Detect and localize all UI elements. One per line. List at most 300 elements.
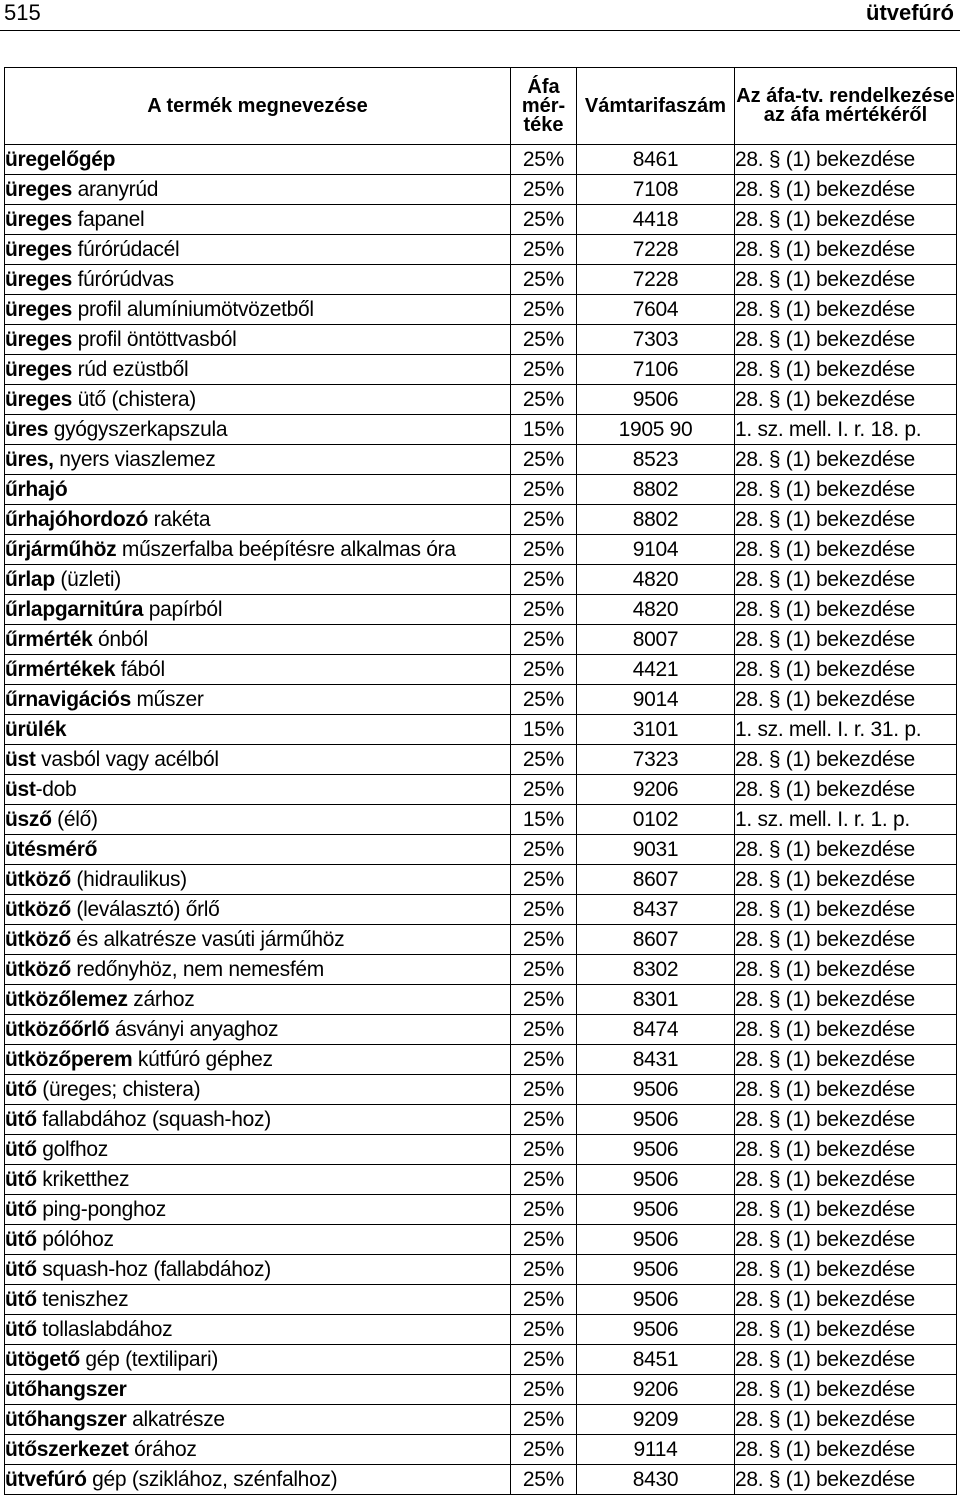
product-name-cell bbox=[5, 1015, 511, 1045]
legal-reference-cell: 28. § (1) bekezdése bbox=[735, 955, 957, 985]
product-keyword: ütköző bbox=[5, 958, 71, 981]
product-keyword: ütőszerkezet bbox=[5, 1438, 129, 1461]
table-row bbox=[5, 775, 957, 805]
vat-rate-cell: 25% bbox=[511, 1135, 577, 1165]
product-name-cell bbox=[5, 625, 511, 655]
table-row bbox=[5, 1345, 957, 1375]
legal-reference-cell: 28. § (1) bekezdése bbox=[735, 1465, 957, 1495]
vat-rate-cell: 25% bbox=[511, 1165, 577, 1195]
legal-reference-cell: 28. § (1) bekezdése bbox=[735, 985, 957, 1015]
product-description: gép (textilipari) bbox=[79, 1348, 219, 1371]
legal-reference-cell: 28. § (1) bekezdése bbox=[735, 895, 957, 925]
legal-reference-cell: 28. § (1) bekezdése bbox=[735, 1255, 957, 1285]
tariff-code-cell: 7604 bbox=[577, 295, 735, 325]
vat-rate-cell: 25% bbox=[511, 895, 577, 925]
legal-reference-cell: 1. sz. mell. I. r. 1. p. bbox=[735, 805, 957, 835]
vat-rate-cell: 25% bbox=[511, 505, 577, 535]
table-row bbox=[5, 175, 957, 205]
table-row bbox=[5, 415, 957, 445]
tariff-code-cell: 9031 bbox=[577, 835, 735, 865]
vat-rate-cell: 25% bbox=[511, 1285, 577, 1315]
product-name-cell bbox=[5, 1105, 511, 1135]
product-description: (üzleti) bbox=[54, 568, 121, 591]
legal-reference-cell: 28. § (1) bekezdése bbox=[735, 175, 957, 205]
legal-reference-cell: 28. § (1) bekezdése bbox=[735, 565, 957, 595]
vat-rate-cell: 25% bbox=[511, 1405, 577, 1435]
legal-reference-cell: 28. § (1) bekezdése bbox=[735, 1345, 957, 1375]
vat-rate-cell: 25% bbox=[511, 1345, 577, 1375]
vat-rate-cell: 25% bbox=[511, 1465, 577, 1495]
vat-rate-cell: 25% bbox=[511, 835, 577, 865]
product-description: nyers viaszlemez bbox=[53, 448, 216, 471]
tariff-code-cell: 7106 bbox=[577, 355, 735, 385]
vat-rate-cell: 25% bbox=[511, 1015, 577, 1045]
table-row bbox=[5, 1465, 957, 1495]
tariff-code-cell: 9209 bbox=[577, 1405, 735, 1435]
product-description: (élő) bbox=[51, 808, 98, 831]
table-row bbox=[5, 505, 957, 535]
product-description: gyógyszerkapszula bbox=[48, 418, 228, 441]
tariff-code-cell: 8007 bbox=[577, 625, 735, 655]
vat-rate-cell: 25% bbox=[511, 235, 577, 265]
legal-reference-cell: 28. § (1) bekezdése bbox=[735, 1225, 957, 1255]
vat-rate-cell: 25% bbox=[511, 745, 577, 775]
tariff-code-cell: 9506 bbox=[577, 1075, 735, 1105]
tariff-code-cell: 9104 bbox=[577, 535, 735, 565]
product-keyword: űrhajó bbox=[5, 478, 68, 501]
table-row bbox=[5, 535, 957, 565]
product-keyword: üreges bbox=[5, 358, 73, 381]
table-row bbox=[5, 1195, 957, 1225]
product-name-cell bbox=[5, 835, 511, 865]
product-name-cell bbox=[5, 205, 511, 235]
vat-rate-cell: 25% bbox=[511, 1105, 577, 1135]
tariff-code-cell: 9506 bbox=[577, 1135, 735, 1165]
product-description: ónból bbox=[92, 628, 148, 651]
legal-reference-cell: 28. § (1) bekezdése bbox=[735, 925, 957, 955]
legal-reference-cell: 28. § (1) bekezdése bbox=[735, 235, 957, 265]
tariff-code-cell: 8430 bbox=[577, 1465, 735, 1495]
product-keyword: üreges bbox=[5, 268, 73, 291]
tariff-code-cell: 4418 bbox=[577, 205, 735, 235]
table-row bbox=[5, 1405, 957, 1435]
product-keyword: ütő bbox=[5, 1108, 37, 1131]
column-header-product-name: A termék megnevezése bbox=[5, 68, 511, 145]
product-description: redőnyhöz, nem nemesfém bbox=[70, 958, 324, 981]
table-row bbox=[5, 985, 957, 1015]
tariff-code-cell: 8523 bbox=[577, 445, 735, 475]
vat-rate-cell: 25% bbox=[511, 175, 577, 205]
table-row bbox=[5, 565, 957, 595]
tariff-code-cell: 9506 bbox=[577, 1195, 735, 1225]
vat-rate-cell: 25% bbox=[511, 1195, 577, 1225]
product-name-cell bbox=[5, 745, 511, 775]
vat-rate-cell: 15% bbox=[511, 715, 577, 745]
product-keyword: űrmértékek bbox=[5, 658, 116, 681]
product-description: (üreges; chistera) bbox=[36, 1078, 201, 1101]
tariff-code-cell: 9506 bbox=[577, 385, 735, 415]
tariff-code-cell: 8437 bbox=[577, 895, 735, 925]
product-keyword: ütköző bbox=[5, 898, 71, 921]
product-name-cell bbox=[5, 775, 511, 805]
legal-reference-cell: 28. § (1) bekezdése bbox=[735, 1195, 957, 1225]
table-row bbox=[5, 1315, 957, 1345]
product-description: tollaslabdához bbox=[36, 1318, 173, 1341]
product-description: fapanel bbox=[72, 208, 145, 231]
product-name-cell bbox=[5, 1465, 511, 1495]
product-name-cell bbox=[5, 925, 511, 955]
vat-rate-cell: 25% bbox=[511, 595, 577, 625]
table-row bbox=[5, 925, 957, 955]
tariff-code-cell: 8607 bbox=[577, 865, 735, 895]
table-header-row bbox=[5, 68, 957, 145]
legal-reference-cell: 28. § (1) bekezdése bbox=[735, 745, 957, 775]
legal-reference-cell: 28. § (1) bekezdése bbox=[735, 205, 957, 235]
product-keyword: ütközőőrlő bbox=[5, 1018, 110, 1041]
table-row bbox=[5, 385, 957, 415]
product-keyword: űrhajóhordozó bbox=[5, 508, 149, 531]
product-keyword: ütő bbox=[5, 1288, 37, 1311]
product-keyword: űrmérték bbox=[5, 628, 93, 651]
table-row bbox=[5, 1255, 957, 1285]
product-description: gép (sziklához, szénfalhoz) bbox=[86, 1468, 338, 1491]
product-keyword: ütésmérő bbox=[5, 838, 98, 861]
product-keyword: üreges bbox=[5, 328, 73, 351]
legal-reference-cell: 28. § (1) bekezdése bbox=[735, 1315, 957, 1345]
product-keyword: üreges bbox=[5, 238, 73, 261]
vat-rate-cell: 25% bbox=[511, 445, 577, 475]
legal-reference-cell: 28. § (1) bekezdése bbox=[735, 295, 957, 325]
product-description: ping-ponghoz bbox=[36, 1198, 166, 1221]
product-keyword: űrlapgarnitúra bbox=[5, 598, 144, 621]
product-description: alkatrésze bbox=[126, 1408, 225, 1431]
tariff-code-cell: 4820 bbox=[577, 565, 735, 595]
product-description: vasból vagy acélból bbox=[35, 748, 219, 771]
table-row bbox=[5, 1015, 957, 1045]
product-name-cell bbox=[5, 325, 511, 355]
tariff-code-cell: 4820 bbox=[577, 595, 735, 625]
product-description: papírból bbox=[143, 598, 223, 621]
tariff-code-cell: 0102 bbox=[577, 805, 735, 835]
table-row bbox=[5, 265, 957, 295]
vat-rate-cell: 25% bbox=[511, 295, 577, 325]
product-description: rakéta bbox=[148, 508, 211, 531]
vat-rate-cell: 15% bbox=[511, 415, 577, 445]
product-name-cell bbox=[5, 1375, 511, 1405]
column-header-legal-provision: Az áfa-tv. rendelkezése az áfa mértékéről bbox=[735, 68, 957, 145]
vat-rate-cell: 25% bbox=[511, 625, 577, 655]
product-keyword: űrnavigációs bbox=[5, 688, 131, 711]
product-description: kriketthez bbox=[36, 1168, 130, 1191]
product-description: pólóhoz bbox=[36, 1228, 114, 1251]
product-description: ütő (chistera) bbox=[72, 388, 196, 411]
legal-reference-cell: 28. § (1) bekezdése bbox=[735, 775, 957, 805]
legal-reference-cell: 28. § (1) bekezdése bbox=[735, 865, 957, 895]
vat-rate-cell: 25% bbox=[511, 775, 577, 805]
tariff-code-cell: 3101 bbox=[577, 715, 735, 745]
tariff-code-cell: 4421 bbox=[577, 655, 735, 685]
product-name-cell bbox=[5, 1435, 511, 1465]
tariff-code-cell: 7228 bbox=[577, 265, 735, 295]
product-description: rúd ezüstből bbox=[72, 358, 189, 381]
column-header-customs-tariff: Vámtarifaszám bbox=[577, 68, 735, 145]
legal-reference-cell: 28. § (1) bekezdése bbox=[735, 145, 957, 175]
tariff-code-cell: 9014 bbox=[577, 685, 735, 715]
table-row bbox=[5, 745, 957, 775]
product-name-cell bbox=[5, 685, 511, 715]
product-name-cell bbox=[5, 1285, 511, 1315]
product-keyword: üst bbox=[5, 748, 36, 771]
product-description: squash-hoz (fallabdához) bbox=[36, 1258, 271, 1281]
legal-reference-cell: 28. § (1) bekezdése bbox=[735, 1045, 957, 1075]
product-name-cell bbox=[5, 355, 511, 385]
vat-rate-cell: 25% bbox=[511, 535, 577, 565]
page-header bbox=[0, 0, 960, 31]
product-keyword: űrlap bbox=[5, 568, 55, 591]
vat-rate-cell: 25% bbox=[511, 265, 577, 295]
legal-reference-cell: 28. § (1) bekezdése bbox=[735, 505, 957, 535]
product-keyword: ütközőlemez bbox=[5, 988, 128, 1011]
product-description: -dob bbox=[35, 778, 77, 801]
vat-rate-cell: 25% bbox=[511, 1045, 577, 1075]
product-keyword: üst bbox=[5, 778, 36, 801]
tariff-code-cell: 7303 bbox=[577, 325, 735, 355]
product-description: órához bbox=[128, 1438, 197, 1461]
vat-rate-cell: 25% bbox=[511, 475, 577, 505]
vat-rate-cell: 25% bbox=[511, 1375, 577, 1405]
product-name-cell bbox=[5, 1195, 511, 1225]
legal-reference-cell: 28. § (1) bekezdése bbox=[735, 655, 957, 685]
product-description: műszerfalba beépítésre alkalmas óra bbox=[116, 538, 456, 561]
tariff-code-cell: 8302 bbox=[577, 955, 735, 985]
product-description: profil alumíniumötvözetből bbox=[72, 298, 314, 321]
product-name-cell bbox=[5, 385, 511, 415]
tariff-code-cell: 8802 bbox=[577, 475, 735, 505]
product-keyword: üres, bbox=[5, 448, 54, 471]
table-row bbox=[5, 955, 957, 985]
legal-reference-cell: 28. § (1) bekezdése bbox=[735, 265, 957, 295]
tariff-code-cell: 7108 bbox=[577, 175, 735, 205]
product-description: zárhoz bbox=[127, 988, 195, 1011]
legal-reference-cell: 1. sz. mell. I. r. 31. p. bbox=[735, 715, 957, 745]
table-row bbox=[5, 895, 957, 925]
vat-rate-cell: 25% bbox=[511, 205, 577, 235]
table-row bbox=[5, 1375, 957, 1405]
product-name-cell bbox=[5, 145, 511, 175]
product-keyword: ütő bbox=[5, 1078, 37, 1101]
product-name-cell bbox=[5, 295, 511, 325]
product-keyword: üreges bbox=[5, 208, 73, 231]
product-name-cell bbox=[5, 715, 511, 745]
tariff-code-cell: 9206 bbox=[577, 1375, 735, 1405]
table-row bbox=[5, 1225, 957, 1255]
table-row bbox=[5, 805, 957, 835]
product-name-cell bbox=[5, 265, 511, 295]
tariff-code-cell: 8461 bbox=[577, 145, 735, 175]
legal-reference-cell: 28. § (1) bekezdése bbox=[735, 1435, 957, 1465]
product-name-cell bbox=[5, 1255, 511, 1285]
product-keyword: ütő bbox=[5, 1138, 37, 1161]
tariff-code-cell: 8474 bbox=[577, 1015, 735, 1045]
tariff-code-cell: 9506 bbox=[577, 1105, 735, 1135]
tariff-code-cell: 8802 bbox=[577, 505, 735, 535]
legal-reference-cell: 28. § (1) bekezdése bbox=[735, 1405, 957, 1435]
table-row bbox=[5, 1105, 957, 1135]
legal-reference-cell: 28. § (1) bekezdése bbox=[735, 475, 957, 505]
running-head: ütvefúró bbox=[866, 0, 954, 25]
product-name-cell bbox=[5, 865, 511, 895]
product-keyword: ütköző bbox=[5, 868, 71, 891]
table-row bbox=[5, 715, 957, 745]
vat-rate-cell: 25% bbox=[511, 865, 577, 895]
tariff-code-cell: 9506 bbox=[577, 1285, 735, 1315]
vat-rate-cell: 25% bbox=[511, 685, 577, 715]
table-row bbox=[5, 595, 957, 625]
product-description: fából bbox=[115, 658, 165, 681]
table-row bbox=[5, 235, 957, 265]
product-keyword: üreges bbox=[5, 298, 73, 321]
product-keyword: ütvefúró bbox=[5, 1468, 87, 1491]
legal-reference-cell: 28. § (1) bekezdése bbox=[735, 535, 957, 565]
product-name-cell bbox=[5, 505, 511, 535]
vat-rate-cell: 25% bbox=[511, 655, 577, 685]
product-name-cell bbox=[5, 535, 511, 565]
legal-reference-cell: 28. § (1) bekezdése bbox=[735, 1165, 957, 1195]
product-keyword: ütő bbox=[5, 1258, 37, 1281]
table-row bbox=[5, 835, 957, 865]
product-description: teniszhez bbox=[36, 1288, 129, 1311]
product-name-cell bbox=[5, 1165, 511, 1195]
product-name-cell bbox=[5, 895, 511, 925]
vat-rate-cell: 25% bbox=[511, 955, 577, 985]
table-row bbox=[5, 1045, 957, 1075]
legal-reference-cell: 28. § (1) bekezdése bbox=[735, 625, 957, 655]
product-name-cell bbox=[5, 445, 511, 475]
table-row bbox=[5, 145, 957, 175]
table-row bbox=[5, 1285, 957, 1315]
product-description: fúrórúdvas bbox=[72, 268, 174, 291]
product-keyword: ütő bbox=[5, 1168, 37, 1191]
product-name-cell bbox=[5, 415, 511, 445]
product-description: műszer bbox=[130, 688, 204, 711]
table-row bbox=[5, 685, 957, 715]
product-description: (hidraulikus) bbox=[70, 868, 187, 891]
vat-rate-cell: 25% bbox=[511, 565, 577, 595]
table-row bbox=[5, 475, 957, 505]
product-name-cell bbox=[5, 805, 511, 835]
legal-reference-cell: 28. § (1) bekezdése bbox=[735, 1105, 957, 1135]
product-name-cell bbox=[5, 235, 511, 265]
tariff-code-cell: 9506 bbox=[577, 1255, 735, 1285]
product-name-cell bbox=[5, 1405, 511, 1435]
table-row bbox=[5, 1135, 957, 1165]
tariff-code-cell: 9206 bbox=[577, 775, 735, 805]
product-name-cell bbox=[5, 655, 511, 685]
legal-reference-cell: 28. § (1) bekezdése bbox=[735, 595, 957, 625]
vat-rate-cell: 25% bbox=[511, 1315, 577, 1345]
legal-reference-cell: 28. § (1) bekezdése bbox=[735, 445, 957, 475]
tariff-code-cell: 9506 bbox=[577, 1315, 735, 1345]
product-description: aranyrúd bbox=[72, 178, 159, 201]
legal-reference-cell: 28. § (1) bekezdése bbox=[735, 1375, 957, 1405]
table-row bbox=[5, 655, 957, 685]
table-row bbox=[5, 865, 957, 895]
vat-rate-cell: 15% bbox=[511, 805, 577, 835]
legal-reference-cell: 28. § (1) bekezdése bbox=[735, 1015, 957, 1045]
product-keyword: ütő bbox=[5, 1318, 37, 1341]
product-keyword: ürülék bbox=[5, 718, 67, 741]
product-name-cell bbox=[5, 1315, 511, 1345]
legal-reference-cell: 28. § (1) bekezdése bbox=[735, 325, 957, 355]
product-description: kútfúró géphez bbox=[132, 1048, 273, 1071]
product-name-cell bbox=[5, 595, 511, 625]
table-row bbox=[5, 325, 957, 355]
table-body bbox=[5, 145, 957, 1495]
product-name-cell bbox=[5, 955, 511, 985]
table-row bbox=[5, 295, 957, 325]
product-name-cell bbox=[5, 1225, 511, 1255]
product-name-cell bbox=[5, 475, 511, 505]
tariff-code-cell: 8301 bbox=[577, 985, 735, 1015]
product-keyword: ütögető bbox=[5, 1348, 80, 1371]
table-row bbox=[5, 355, 957, 385]
vat-rate-cell: 25% bbox=[511, 385, 577, 415]
vat-rate-cell: 25% bbox=[511, 145, 577, 175]
tariff-code-cell: 9506 bbox=[577, 1165, 735, 1195]
legal-reference-cell: 1. sz. mell. I. r. 18. p. bbox=[735, 415, 957, 445]
page-number: 515 bbox=[4, 0, 41, 25]
vat-rate-cell: 25% bbox=[511, 985, 577, 1015]
vat-rate-cell: 25% bbox=[511, 1255, 577, 1285]
product-keyword: ütő bbox=[5, 1228, 37, 1251]
column-header-vat-rate: Áfa mér- téke bbox=[511, 68, 577, 145]
product-keyword: üreges bbox=[5, 388, 73, 411]
table-row bbox=[5, 205, 957, 235]
product-name-cell bbox=[5, 565, 511, 595]
product-name-cell bbox=[5, 1045, 511, 1075]
product-keyword: ütőhangszer bbox=[5, 1378, 127, 1401]
product-keyword: üregelőgép bbox=[5, 148, 116, 171]
product-keyword: ütőhangszer bbox=[5, 1408, 127, 1431]
vat-rate-cell: 25% bbox=[511, 355, 577, 385]
product-keyword: űrjárműhöz bbox=[5, 538, 117, 561]
product-description: és alkatrésze vasúti járműhöz bbox=[70, 928, 345, 951]
tariff-code-cell: 8607 bbox=[577, 925, 735, 955]
product-description: ásványi anyaghoz bbox=[109, 1018, 279, 1041]
vat-rate-cell: 25% bbox=[511, 325, 577, 355]
product-name-cell bbox=[5, 1345, 511, 1375]
vat-rate-cell: 25% bbox=[511, 1075, 577, 1105]
product-keyword: üreges bbox=[5, 178, 73, 201]
tariff-code-cell: 1905 90 bbox=[577, 415, 735, 445]
tariff-code-cell: 8451 bbox=[577, 1345, 735, 1375]
vat-rate-table bbox=[4, 67, 957, 1495]
product-keyword: ütközőperem bbox=[5, 1048, 133, 1071]
table-row bbox=[5, 1435, 957, 1465]
product-description: fallabdához (squash-hoz) bbox=[36, 1108, 271, 1131]
table-row bbox=[5, 445, 957, 475]
legal-reference-cell: 28. § (1) bekezdése bbox=[735, 1285, 957, 1315]
legal-reference-cell: 28. § (1) bekezdése bbox=[735, 355, 957, 385]
product-name-cell bbox=[5, 1075, 511, 1105]
legal-reference-cell: 28. § (1) bekezdése bbox=[735, 385, 957, 415]
tariff-code-cell: 7323 bbox=[577, 745, 735, 775]
tariff-code-cell: 8431 bbox=[577, 1045, 735, 1075]
product-keyword: ütköző bbox=[5, 928, 71, 951]
product-description: profil öntöttvasból bbox=[72, 328, 237, 351]
legal-reference-cell: 28. § (1) bekezdése bbox=[735, 1135, 957, 1165]
product-name-cell bbox=[5, 175, 511, 205]
